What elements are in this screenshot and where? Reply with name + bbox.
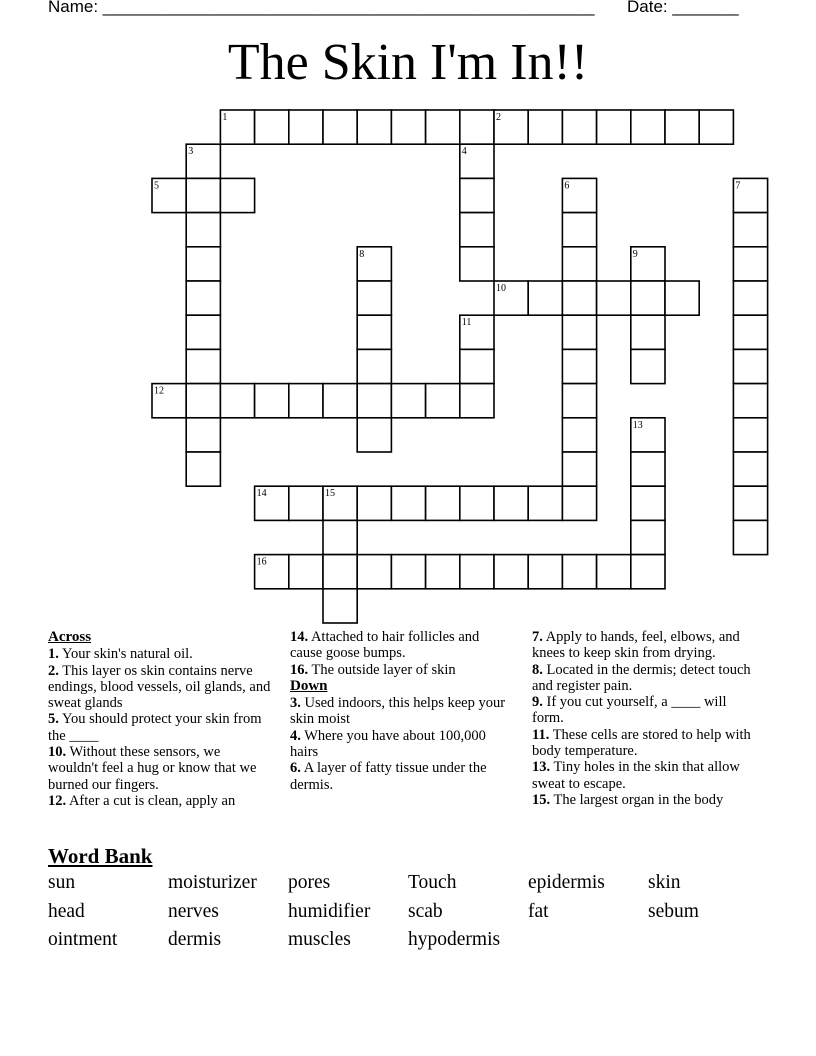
clue-text: After a cut is clean, apply an [66,792,236,809]
crossword-cell[interactable] [733,315,767,349]
crossword-cell[interactable] [733,213,767,247]
clue-number: 3 [188,146,194,158]
crossword-cell[interactable] [733,281,767,315]
clue-number: 7. [532,629,543,645]
clue [290,629,515,662]
crossword-cell[interactable] [460,349,494,383]
crossword-cell[interactable] [631,555,665,589]
crossword-cell[interactable] [186,213,220,247]
crossword-cell[interactable] [460,110,494,144]
crossword-cell[interactable] [733,520,767,554]
clue [532,694,757,727]
crossword-cell[interactable] [323,384,357,418]
clue-text: Used indoors, this helps keep your skin moist [290,695,506,728]
clue [532,662,757,695]
crossword-cell[interactable] [323,555,357,589]
clue [532,759,757,792]
clue-number: 5 [154,180,159,192]
clue-text: Your skin's natural oil. [58,646,193,663]
word-bank-item: fat [528,900,549,922]
crossword-cell[interactable] [357,110,391,144]
clue [290,760,515,793]
clue-number: 16. [290,661,309,678]
crossword-cell[interactable] [597,110,631,144]
crossword-cell[interactable] [562,486,596,520]
clue-number: 4. [290,727,301,744]
clue-text: Located in the dermis; detect touch and register pain. [532,661,751,694]
clue-text: This layer os skin contains nerve endings, blood vessels, oil glands, and sweat glands [48,662,271,712]
clue-number: 8. [532,661,543,678]
crossword-cell[interactable] [733,452,767,486]
crossword-cell[interactable] [289,555,323,589]
crossword-cell[interactable] [528,281,562,315]
clue [48,711,273,744]
clue [48,744,273,793]
clues-column-3 [532,629,757,808]
crossword-cell[interactable] [255,384,289,418]
crossword-cell[interactable] [562,281,596,315]
crossword-cell[interactable] [186,349,220,383]
crossword-cell[interactable] [562,384,596,418]
crossword-cell[interactable] [631,110,665,144]
crossword-cell[interactable] [357,281,391,315]
clue-text: You should protect your skin from the ____ [48,711,262,744]
clue-number: 12 [154,385,164,397]
crossword-cell[interactable] [426,110,460,144]
word-bank-item: epidermis [528,872,605,893]
clue-number: 5. [48,711,59,728]
crossword-cell[interactable] [562,247,596,281]
crossword-cell[interactable] [562,452,596,486]
crossword-cell[interactable] [733,247,767,281]
clue-number: 10 [496,283,506,294]
word-bank-title: Word Bank [48,844,153,868]
crossword-cell[interactable] [220,384,254,418]
crossword-cell[interactable] [357,486,391,520]
crossword-cell[interactable] [357,384,391,418]
clue-text: If you cut yourself, a ____ will form. [532,694,727,727]
clue [48,793,273,809]
crossword-cell[interactable] [631,349,665,383]
crossword-cell[interactable] [562,315,596,349]
word-bank-item: dermis [168,929,222,950]
across-heading: Across [48,629,92,645]
crossword-cell[interactable] [460,213,494,247]
crossword-cell[interactable] [186,452,220,486]
clue-number: 2. [48,662,59,679]
word-bank-item: ointment [48,929,118,950]
crossword-cell[interactable] [460,384,494,418]
crossword-cell[interactable] [220,178,254,212]
clue-text: These cells are stored to help with body temperature. [532,726,751,760]
crossword-cell[interactable] [357,555,391,589]
crossword-cell[interactable] [323,589,357,623]
date-field[interactable]: Date: _______ [627,0,739,16]
clue-number: 15. [532,791,551,808]
clue-number: 11. [532,726,550,743]
crossword-cell[interactable] [631,452,665,486]
name-field[interactable]: Name: ____________________________________________________ [48,0,595,16]
crossword-cell[interactable] [323,110,357,144]
word-bank-item: skin [648,872,681,893]
word-bank-item: moisturizer [168,872,257,893]
crossword-cell[interactable] [562,349,596,383]
clue [48,663,273,712]
crossword-cell[interactable] [528,555,562,589]
clue-text: Where you have about 100,000 hairs [290,727,486,761]
clue [48,646,273,662]
crossword-cell[interactable] [562,213,596,247]
crossword-cell[interactable] [186,178,220,212]
clue [290,695,515,728]
clue-number: 16 [256,556,267,568]
clue-text: Without these sensors, we wouldn't feel a hug or know that we burned our fingers. [48,744,257,793]
crossword-cell[interactable] [631,520,665,554]
crossword-cell[interactable] [357,349,391,383]
clue-text: The largest organ in the body [550,791,724,808]
clue-number: 8 [359,248,365,260]
clue-number: 6. [290,760,301,777]
crossword-cell[interactable] [494,486,528,520]
crossword-cell[interactable] [562,418,596,452]
crossword-cell[interactable] [460,486,494,520]
clue [290,662,515,678]
crossword-cell[interactable] [631,281,665,315]
crossword-cell[interactable] [186,384,220,418]
crossword-cell[interactable] [186,315,220,349]
crossword-cell[interactable] [357,315,391,349]
word-bank-item: head [48,900,85,922]
clue-number: 13 [632,419,643,431]
clue-number: 9. [532,694,543,711]
page-title: The Skin I'm In!! [227,34,589,91]
word-bank-item: scab [408,900,443,922]
word-bank-item: muscles [288,929,351,950]
clue-number: 1 [222,112,228,123]
clue [532,629,757,662]
clue-text: Tiny holes in the skin that allow sweat to escape. [532,759,740,792]
crossword-cell[interactable] [597,555,631,589]
clue-number: 3. [290,695,301,712]
crossword-cell[interactable] [391,555,425,589]
crossword-cell[interactable] [528,486,562,520]
clue-number: 11 [461,317,472,329]
word-bank-item: pores [288,872,331,893]
clues-column-2 [290,629,515,793]
crossword-cell[interactable] [426,384,460,418]
clue-number: 13. [532,759,551,776]
clue [532,792,757,808]
crossword-cell[interactable] [733,349,767,383]
crossword-cell[interactable] [733,486,767,520]
clue-number: 14 [256,488,267,500]
clue-text: Apply to hands, feel, elbows, and knees to keep skin from drying. [532,629,740,662]
crossword-cell[interactable] [289,384,323,418]
crossword-cell[interactable] [255,110,289,144]
clue-text: Attached to hair follicles and cause goose bumps. [290,629,480,662]
crossword-cell[interactable] [562,555,596,589]
clues-column-1 [48,629,273,809]
crossword-cell[interactable] [562,110,596,144]
clue [532,727,757,760]
clue-number: 9 [632,248,638,260]
clue [290,728,515,761]
clue-number: 2 [496,112,501,123]
crossword-cell[interactable] [733,384,767,418]
crossword-cell[interactable] [391,486,425,520]
crossword-cell[interactable] [426,555,460,589]
crossword-cell[interactable] [631,315,665,349]
crossword-cell[interactable] [323,520,357,554]
crossword-cell[interactable] [528,110,562,144]
crossword-cell[interactable] [391,384,425,418]
word-bank-item: nerves [168,900,219,922]
clue-text: A layer of fatty tissue under the dermis. [290,760,487,793]
clue-number: 4 [461,146,467,158]
crossword-cell[interactable] [665,110,699,144]
crossword-cell[interactable] [665,281,699,315]
crossword-cell[interactable] [289,486,323,520]
crossword-cell[interactable] [289,110,323,144]
down-heading: Down [290,677,328,694]
clue-text: The outside layer of skin [308,661,456,678]
clue-number: 12. [48,792,67,809]
word-bank-item: sebum [648,900,699,922]
crossword-cell[interactable] [597,281,631,315]
clue-number: 6 [564,180,570,192]
word-bank-item: sun [48,872,76,893]
crossword-cell[interactable] [391,110,425,144]
crossword-cell[interactable] [186,418,220,452]
crossword-cell[interactable] [186,281,220,315]
crossword-cell[interactable] [186,247,220,281]
crossword-cell[interactable] [460,178,494,212]
crossword-cell[interactable] [733,418,767,452]
clue-number: 10. [48,744,67,761]
crossword-cell[interactable] [631,486,665,520]
clue-number: 1. [48,646,59,663]
word-bank-item: humidifier [288,900,371,922]
crossword-cell[interactable] [426,486,460,520]
crossword-cell[interactable] [460,555,494,589]
word-bank-item: Touch [408,872,457,893]
clue-number: 7 [735,180,741,192]
clue-number: 15 [325,488,335,500]
crossword-cell[interactable] [460,247,494,281]
crossword-cell[interactable] [357,418,391,452]
crossword-cell[interactable] [699,110,733,144]
word-bank-item: hypodermis [408,929,501,950]
clue-number: 14. [290,629,309,645]
crossword-cell[interactable] [494,555,528,589]
